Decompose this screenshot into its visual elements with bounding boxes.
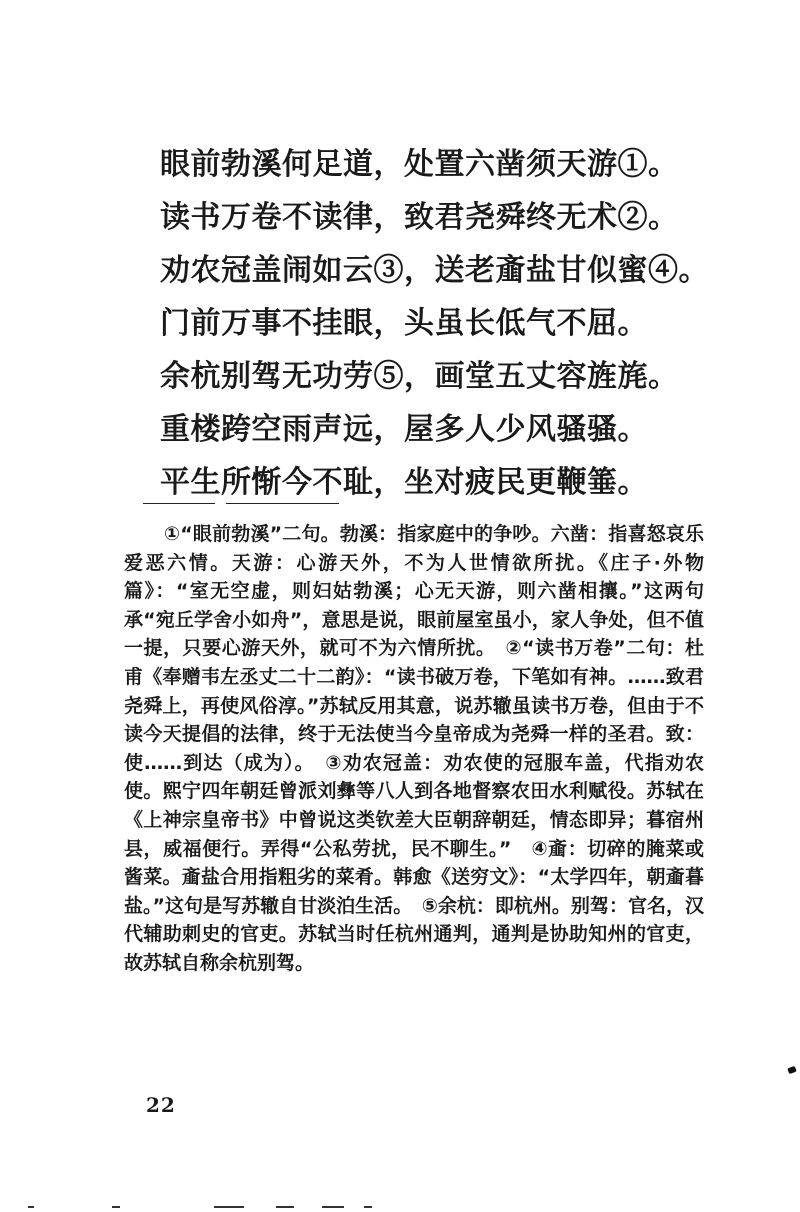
scan-speck <box>28 1206 34 1208</box>
footnote-divider <box>143 503 215 504</box>
poem-line: 平生所惭今不耻，坐对疲民更鞭箠。 <box>160 465 648 500</box>
scan-speck <box>276 1206 294 1208</box>
scan-speck <box>322 1206 344 1208</box>
poem-line: 读书万卷不读律，致君尧舜终无术②。 <box>160 200 679 235</box>
scan-mark <box>787 1066 797 1074</box>
poem-line: 重楼跨空雨声远，屋多人少风骚骚。 <box>160 412 648 447</box>
poem-line: 余杭别驾无功劳⑤，画堂五丈容旌旄。 <box>160 359 679 394</box>
scan-speck <box>214 1206 244 1208</box>
poem-line: 门前万事不挂眼，头虽长低气不屈。 <box>160 306 648 341</box>
poem-block <box>160 138 720 509</box>
poem-line: 眼前勃溪何足道，处置六凿须天游①。 <box>160 147 679 182</box>
scan-speck <box>112 1206 120 1208</box>
footnotes: ①“眼前勃溪”二句。勃溪：指家庭中的争吵。六凿：指喜怒哀乐爱恶六情。天游：心游天外，不为人世情欲所扰。《庄子·外物篇》：“室无空虚，则妇姑勃溪；心无天游，则六凿相攘。”这两句承“宛丘学舍小如舟”，意思是说，眼前屋室虽小，家人争处，但不值一提，只要心游天外，就可不为六情所扰。 ②“读书万卷”二句：杜甫《奉赠韦左丞丈二十二韵》：“读书破万卷，下笔如有神。……致君尧舜上，再使风俗淳。”苏轼反用其意，说苏辙虽读书万卷，但由于不读今天提倡的法律，终于无法使当今皇帝成为尧舜一样的圣君。致：使……到达（成为）。 ③劝农冠盖：劝农使的冠服车盖，代指劝农使。熙宁四年朝廷曾派刘彝等八人到各地督察农田水利赋役。苏轼在《上神宗皇帝书》中曾说这类钦差大臣朝辞朝廷，情态即异；暮宿州县，威福便行。弄得“公私劳扰，民不聊生。” ④齑：切碎的腌菜或酱菜。齑盐合用指粗劣的菜肴。韩愈《送穷文》：“太学四年，朝齑暮盐。”这句是写苏辙自甘淡泊生活。 ⑤余杭：即杭州。别驾：官名，汉代辅助刺史的官吏。苏轼当时任杭州通判，通判是协助知州的官吏，故苏轼自称余杭别驾。 <box>124 523 704 974</box>
poem-line: 劝农冠盖闹如云③，送老齑盐甘似蜜④。 <box>160 253 709 288</box>
footnote-divider <box>226 503 339 504</box>
page-number: 22 <box>146 1093 176 1117</box>
scan-speck <box>364 1206 372 1208</box>
scan-edge-specks <box>0 1204 800 1212</box>
